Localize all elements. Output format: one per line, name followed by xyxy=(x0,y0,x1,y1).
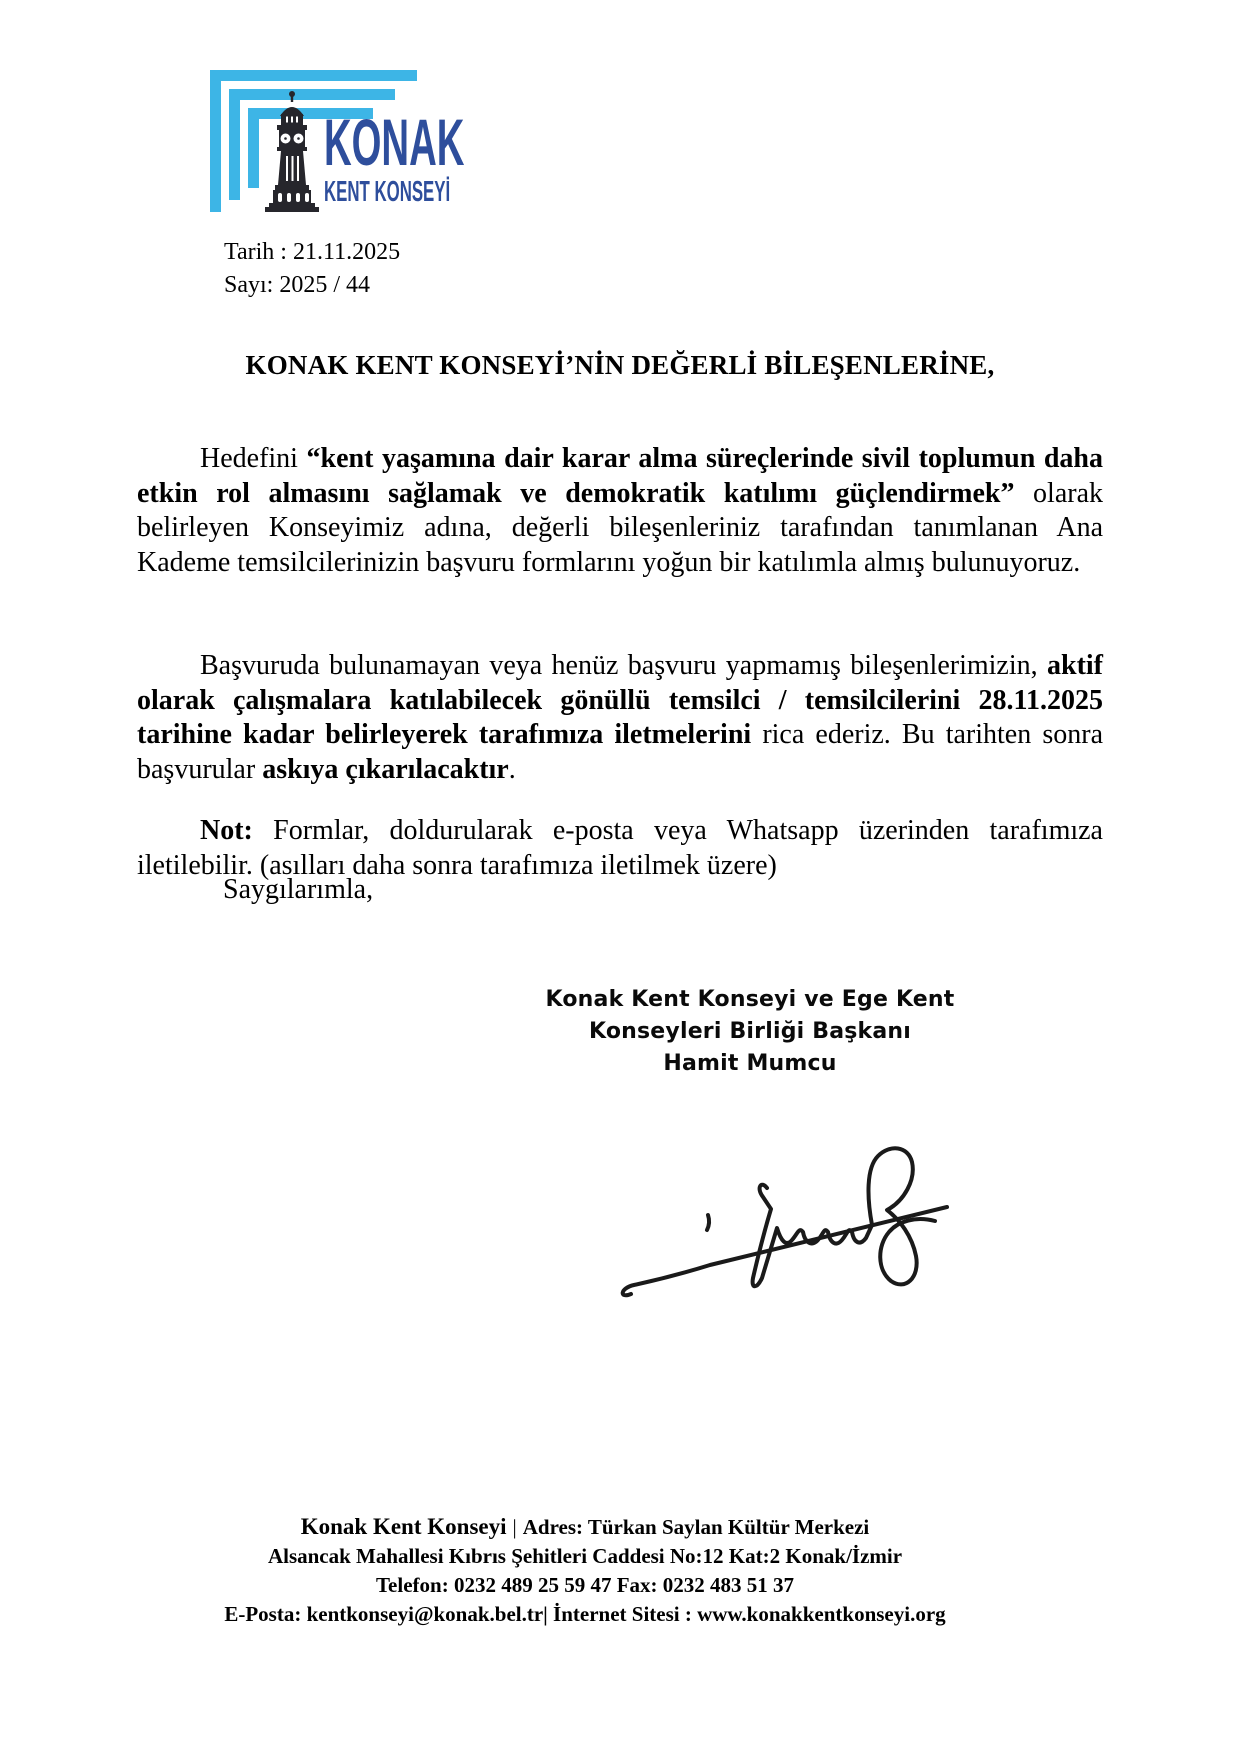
text-run: rica ederiz. Bu tarihten sonra başvurular xyxy=(137,719,1103,785)
note-label: Not: xyxy=(200,815,253,846)
paragraph-request xyxy=(137,649,1103,787)
text-run: Hedefini xyxy=(200,443,307,474)
text-run: Başvuruda bulunamayan veya henüz başvuru yapmamış bileşenlerimizin, xyxy=(200,650,1047,681)
handwritten-signature-icon xyxy=(615,1128,955,1303)
logo-subtitle: KENT KONSEYİ xyxy=(324,176,451,208)
text-run-bold: “kent yaşamına dair karar alma süreçlerinde sivil toplumun daha etkin rol almasını sağlamak ve demokratik katılımı güçlendirmek” xyxy=(137,443,1103,509)
footer-org: Konak Kent Konseyi xyxy=(300,1514,507,1539)
text-run: Formlar, doldurularak e-posta veya Whatsapp üzerinden tarafımıza iletilebilir. (asılları daha sonra tarafımıza iletilmek üzere) xyxy=(137,815,1103,881)
footer xyxy=(60,1512,1110,1629)
footer-separator: | xyxy=(512,1515,517,1539)
footer-line-3: Telefon: 0232 489 25 59 47 Fax: 0232 483 51 37 xyxy=(375,1573,795,1597)
number-line: Sayı: 2025 / 44 xyxy=(224,272,371,298)
closing-salutation: Saygılarımla, xyxy=(223,874,374,905)
signatory-block xyxy=(480,984,1020,1080)
text-run-bold: askıya çıkarılacaktır xyxy=(262,753,509,785)
footer-address: Adres: Türkan Saylan Kültür Merkezi xyxy=(522,1515,870,1539)
date-line: Tarih : 21.11.2025 xyxy=(224,239,401,265)
signatory-org-line-2: Konseyleri Birliği Başkanı xyxy=(588,1019,912,1044)
signatory-org-line-1: Konak Kent Konseyi ve Ege Kent xyxy=(545,987,955,1012)
text-run: . xyxy=(508,753,516,785)
logo-title: KONAK xyxy=(324,105,465,179)
footer-line-2: Alsancak Mahallesi Kıbrıs Şehitleri Caddesi No:12 Kat:2 Konak/İzmir xyxy=(267,1544,903,1568)
document-meta xyxy=(224,236,400,302)
footer-line-4: E-Posta: kentkonseyi@konak.bel.tr| İnternet Sitesi : www.konakkentkonseyi.org xyxy=(224,1602,946,1626)
letter-heading: KONAK KENT KONSEYİ’NİN DEĞERLİ BİLEŞENLERİNE, xyxy=(245,350,995,380)
text-run: olarak belirleyen Konseyimiz adına, değerli bileşenleriniz tarafından tanımlanan Ana Kademe temsilcilerinizin başvuru formlarını yoğun bir katılımla almış bulunuyoruz. xyxy=(137,477,1103,578)
org-logo xyxy=(204,64,604,214)
text-run-bold: aktif olarak çalışmalara katılabilecek gönüllü temsilci / temsilcilerini 28.11.2025 tarihine kadar belirleyerek tarafımıza iletmelerini xyxy=(137,650,1103,750)
footer-line-1 xyxy=(60,1512,1110,1542)
paragraph-intro xyxy=(137,442,1103,580)
signatory-name: Hamit Mumcu xyxy=(663,1051,837,1076)
paragraph-note xyxy=(137,814,1103,883)
